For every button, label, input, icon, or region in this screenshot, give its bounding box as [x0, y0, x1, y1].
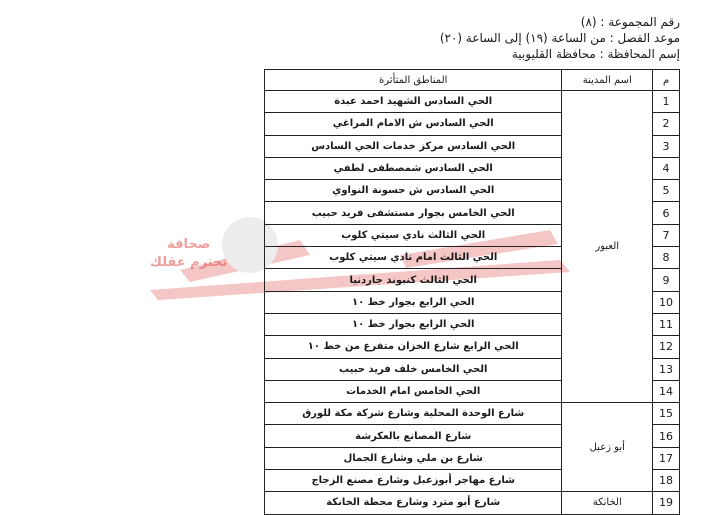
row-number: 4	[653, 157, 680, 179]
row-number: 17	[653, 447, 680, 469]
column-header-areas: المناطق المتأثرة	[265, 70, 562, 91]
row-number: 12	[653, 336, 680, 358]
area-cell: الحي الرابع شارع الخزان متفرع من خط ١٠	[265, 336, 562, 358]
row-number: 5	[653, 180, 680, 202]
row-number: 11	[653, 313, 680, 335]
watermark-line-1: صحافة	[167, 237, 211, 252]
row-number: 13	[653, 358, 680, 380]
area-cell: الحي السادس الشهيد احمد عبدة	[265, 91, 562, 113]
area-cell: الحي الخامس خلف فريد حبيب	[265, 358, 562, 380]
governorate-name: إسم المحافظة : محافظة القليوبية	[511, 47, 680, 61]
area-cell: الحي السادس مركز خدمات الحي السادس	[265, 135, 562, 157]
row-number: 14	[653, 380, 680, 402]
table-header-row	[265, 70, 680, 91]
area-cell: الحي الخامس امام الخدمات	[265, 380, 562, 402]
row-number: 1	[653, 91, 680, 113]
area-cell: الحي الثالث كنبوند جاردنيا	[265, 269, 562, 291]
watermark-text	[150, 236, 227, 272]
row-number: 16	[653, 425, 680, 447]
table-row	[265, 492, 680, 514]
city-cell: الخانكة	[562, 492, 653, 514]
table-row	[265, 91, 680, 113]
watermark-line-2: تحترم عقلك	[150, 255, 228, 270]
area-cell: الحي الثالث امام نادي سيتي كلوب	[265, 247, 562, 269]
area-cell: شارع مهاجر أبوزعبل وشارع مصنع الزجاج	[265, 470, 562, 492]
group-number: رقم المجموعة : (٨)	[580, 15, 680, 29]
row-number: 6	[653, 202, 680, 224]
table-row	[265, 403, 680, 425]
area-cell: شارع الوحدة المحلية وشارع شركة مكة للورق	[265, 403, 562, 425]
row-number: 15	[653, 403, 680, 425]
row-number: 19	[653, 492, 680, 514]
time-slot: موعد الفصل : من الساعة (١٩) إلى الساعة (٢٠)	[439, 31, 680, 45]
city-cell: أبو زعبل	[562, 403, 653, 492]
area-cell: الحي الرابع بجوار خط ١٠	[265, 291, 562, 313]
area-cell: الحي السادس شمصطفى لطفي	[265, 157, 562, 179]
area-cell: شارع أبو مترد وشارع محطة الخانكة	[265, 492, 562, 514]
city-cell: العبور	[562, 91, 653, 403]
row-number: 7	[653, 224, 680, 246]
area-cell: الحي السادس ش حسونة النواوي	[265, 180, 562, 202]
row-number: 10	[653, 291, 680, 313]
row-number: 8	[653, 247, 680, 269]
column-header-number: م	[653, 70, 680, 91]
row-number: 3	[653, 135, 680, 157]
area-cell: الحي السادس ش الامام المراغي	[265, 113, 562, 135]
row-number: 2	[653, 113, 680, 135]
document-header	[440, 14, 680, 62]
column-header-city: اسم المدينة	[562, 70, 653, 91]
outage-schedule-table	[264, 69, 680, 515]
area-cell: شارع بن ملي وشارع الجمال	[265, 447, 562, 469]
area-cell: الحي الخامس بجوار مستشفى فريد حبيب	[265, 202, 562, 224]
area-cell: الحي الرابع بجوار خط ١٠	[265, 313, 562, 335]
area-cell: شارع المصانع بالعكرشة	[265, 425, 562, 447]
area-cell: الحي الثالث نادي سيتي كلوب	[265, 224, 562, 246]
row-number: 18	[653, 470, 680, 492]
row-number: 9	[653, 269, 680, 291]
